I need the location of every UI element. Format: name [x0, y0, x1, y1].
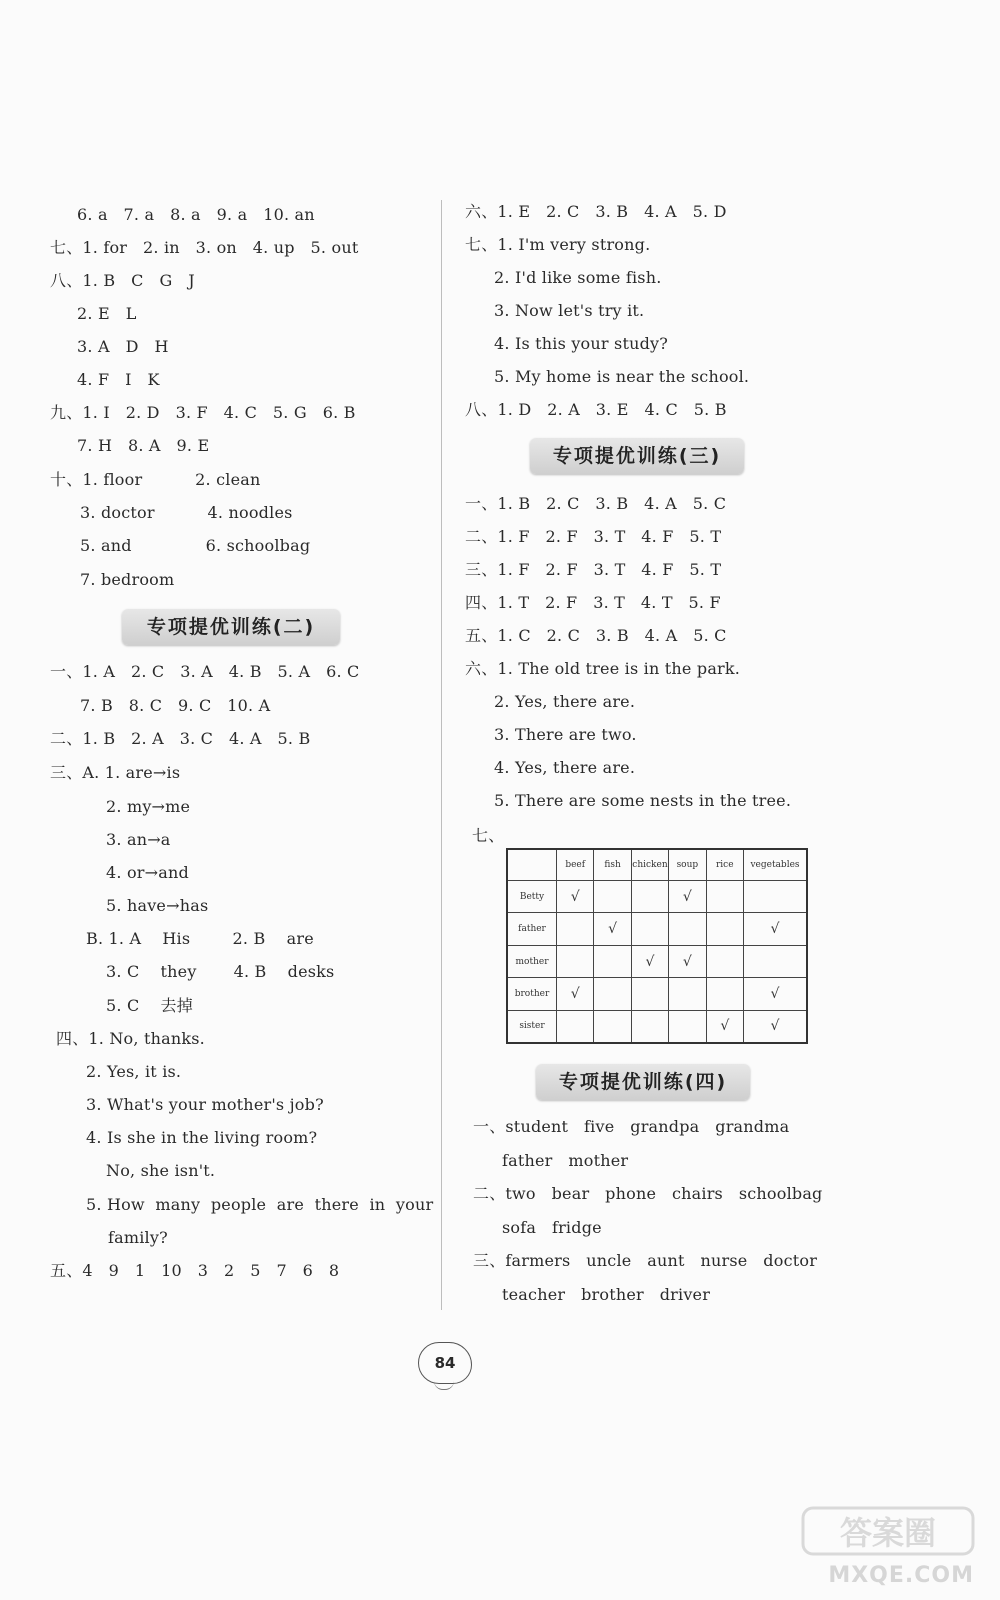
table-cell: √	[706, 1010, 743, 1043]
answer-line: 5. C 去掉	[106, 996, 193, 1015]
table-header: vegetables	[744, 849, 808, 880]
table-cell: √	[744, 978, 808, 1011]
answer-line: 3. Now let's try it.	[494, 301, 645, 320]
answer-line: 二、1. F 2. F 3. T 4. F 5. T	[465, 527, 722, 546]
answer-line: teacher brother driver	[502, 1285, 711, 1304]
table-cell: √	[557, 978, 594, 1011]
row-name: mother	[507, 945, 557, 978]
answer-line: 五、4 9 1 10 3 2 5 7 6 8	[50, 1261, 340, 1280]
answer-line: 一、student five grandpa grandma	[473, 1117, 790, 1136]
answer-line: 7. bedroom	[80, 570, 175, 589]
answer-line: 二、1. B 2. A 3. C 4. A 5. B	[50, 729, 311, 748]
table-cell: √	[631, 945, 668, 978]
table-cell	[706, 880, 743, 913]
table-cell	[594, 880, 631, 913]
answer-line: 十、1. floor 2. clean	[50, 470, 261, 489]
answer-line: 七、1. for 2. in 3. on 4. up 5. out	[50, 238, 359, 257]
table-cell	[594, 945, 631, 978]
answer-line: 4. F I K	[77, 370, 160, 389]
row-name: sister	[507, 1010, 557, 1043]
table-header: chicken	[631, 849, 668, 880]
answer-line: 一、1. B 2. C 3. B 4. A 5. C	[465, 494, 727, 513]
answer-line: 7. B 8. C 9. C 10. A	[80, 696, 271, 715]
section-title-3: 专项提优训练(三)	[530, 438, 744, 474]
row-name: Betty	[507, 880, 557, 913]
answer-line: 五、1. C 2. C 3. B 4. A 5. C	[465, 626, 727, 645]
table-cell	[706, 945, 743, 978]
answer-line: 三、farmers uncle aunt nurse doctor	[473, 1251, 818, 1270]
table-cell	[594, 978, 631, 1011]
answer-line: 4. Is this your study?	[494, 334, 669, 353]
answer-line: 4. Is she in the living room?	[86, 1128, 318, 1147]
table-cell: √	[557, 880, 594, 913]
answer-line: 2. Yes, it is.	[86, 1062, 182, 1081]
table-cell	[669, 978, 706, 1011]
answer-line: 六、1. The old tree is in the park.	[465, 659, 741, 678]
table-cell	[744, 945, 808, 978]
answer-line: 4. or→and	[106, 863, 189, 882]
answer-line: 5. and 6. schoolbag	[80, 536, 311, 555]
answer-line: family?	[108, 1228, 168, 1247]
answer-line: 一、1. A 2. C 3. A 4. B 5. A 6. C	[50, 662, 360, 681]
table-row	[507, 978, 807, 1011]
table-cell	[669, 1010, 706, 1043]
table-header: soup	[669, 849, 706, 880]
answer-line: 7. H 8. A 9. E	[77, 436, 210, 455]
answer-line: 2. E L	[77, 304, 137, 323]
table-cell	[557, 945, 594, 978]
table-cell	[706, 913, 743, 946]
row-name: brother	[507, 978, 557, 1011]
table-row	[507, 945, 807, 978]
answer-line: 四、1. No, thanks.	[56, 1029, 205, 1048]
table-cell	[631, 913, 668, 946]
table-row	[507, 880, 807, 913]
table-corner	[507, 849, 557, 880]
answer-line: 3. C they 4. B desks	[106, 962, 335, 981]
answer-line: 4. Yes, there are.	[494, 758, 636, 777]
watermark-logo	[797, 1500, 982, 1560]
answer-line: sofa fridge	[502, 1218, 602, 1237]
answer-line: 3. What's your mother's job?	[86, 1095, 324, 1114]
svg-text:答案圈: 答案圈	[839, 1514, 937, 1552]
table-cell	[631, 1010, 668, 1043]
answer-line: 八、1. B C G J	[50, 271, 195, 290]
answer-line: 5. have→has	[106, 896, 209, 915]
answer-line: 5. There are some nests in the tree.	[494, 791, 792, 810]
table-cell	[631, 978, 668, 1011]
answer-line: 3. A D H	[77, 337, 169, 356]
answer-line: B. 1. A His 2. B are	[86, 929, 314, 948]
answer-line: 三、A. 1. are→is	[50, 763, 181, 782]
table-cell	[631, 880, 668, 913]
answer-line: 5. My home is near the school.	[494, 367, 750, 386]
page-number: 84	[418, 1342, 472, 1384]
answer-line: 6. a 7. a 8. a 9. a 10. an	[77, 205, 315, 224]
table-header: rice	[706, 849, 743, 880]
answer-line: 四、1. T 2. F 3. T 4. T 5. F	[465, 593, 721, 612]
answer-line: 2. Yes, there are.	[494, 692, 636, 711]
table-cell: √	[744, 913, 808, 946]
table-cell: √	[669, 945, 706, 978]
answer-line: 5. How many people are there in your	[86, 1195, 434, 1214]
answer-line: 九、1. I 2. D 3. F 4. C 5. G 6. B	[50, 403, 356, 422]
table-cell: √	[744, 1010, 808, 1043]
food-table	[506, 848, 808, 1044]
answer-line: 八、1. D 2. A 3. E 4. C 5. B	[465, 400, 727, 419]
table-row	[507, 913, 807, 946]
answer-line: 3. doctor 4. noodles	[80, 503, 293, 522]
answer-line: 2. my→me	[106, 797, 191, 816]
table-cell	[557, 1010, 594, 1043]
table-cell	[557, 913, 594, 946]
table-header: fish	[594, 849, 631, 880]
table-cell: √	[594, 913, 631, 946]
answer-line: 3. an→a	[106, 830, 171, 849]
answer-line: 2. I'd like some fish.	[494, 268, 662, 287]
table-row	[507, 1010, 807, 1043]
table-cell	[594, 1010, 631, 1043]
answer-line: 3. There are two.	[494, 725, 637, 744]
watermark-url: MXQE.COM	[828, 1563, 974, 1588]
column-divider	[441, 200, 442, 1310]
watermark	[797, 1500, 982, 1592]
table-cell	[669, 913, 706, 946]
table-cell	[744, 880, 808, 913]
row-name: father	[507, 913, 557, 946]
section-title-2: 专项提优训练(二)	[122, 609, 340, 645]
table-label: 七、	[472, 826, 505, 845]
answer-line: 六、1. E 2. C 3. B 4. A 5. D	[465, 202, 727, 221]
section-title-4: 专项提优训练(四)	[536, 1064, 750, 1100]
page-number-ornament	[434, 1381, 454, 1390]
answer-line: No, she isn't.	[106, 1161, 216, 1180]
table-cell: √	[669, 880, 706, 913]
table-cell	[706, 978, 743, 1011]
table-header: beef	[557, 849, 594, 880]
answer-line: 三、1. F 2. F 3. T 4. F 5. T	[465, 560, 722, 579]
answer-line: 七、1. I'm very strong.	[465, 235, 651, 254]
answer-line: 二、two bear phone chairs schoolbag	[473, 1184, 823, 1203]
answer-line: father mother	[502, 1151, 629, 1170]
